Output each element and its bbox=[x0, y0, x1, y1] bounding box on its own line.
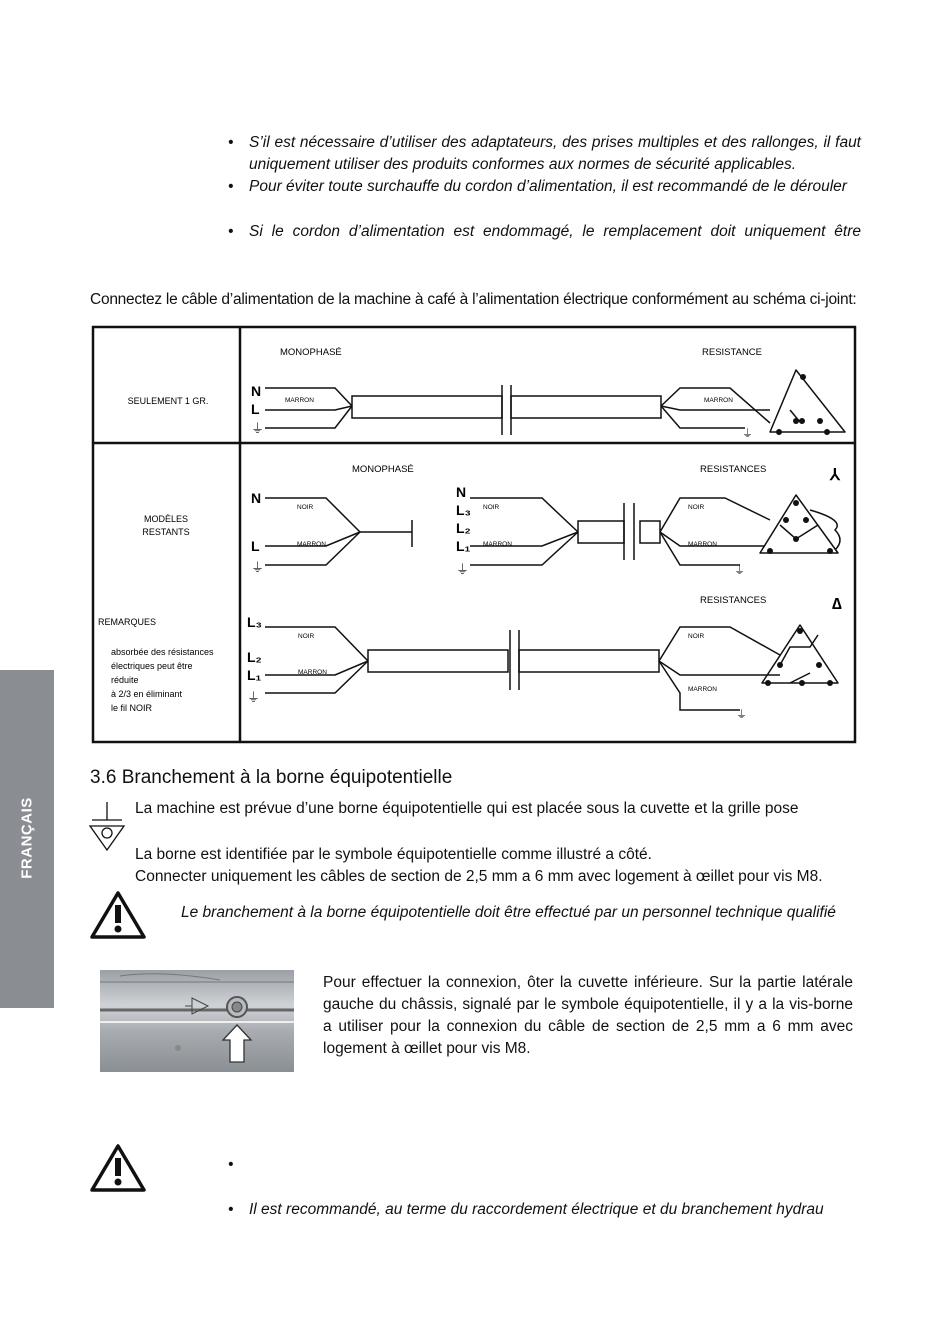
bullet-dot: • bbox=[228, 134, 234, 151]
row1-label: SEULEMENT 1 GR. bbox=[127, 396, 209, 406]
bullet-dot: • bbox=[228, 223, 234, 240]
marron-label: MARRON bbox=[483, 541, 512, 548]
terminal-l: L bbox=[251, 538, 260, 554]
marron-label: MARRON bbox=[704, 397, 733, 404]
resistance-label: RESISTANCE bbox=[702, 347, 763, 358]
earth-icon: ⏚ bbox=[734, 565, 745, 577]
remarks-line: à 2/3 en éliminant bbox=[111, 689, 183, 699]
section-para-3: Connecter uniquement les câbles de section de 2,5 mm a 6 mm avec logement à œillet pour vis M8. bbox=[135, 868, 823, 885]
earth-icon: ⏚ bbox=[247, 690, 261, 705]
remarks-title: REMARQUES bbox=[98, 617, 157, 627]
terminal-n: N bbox=[456, 484, 467, 500]
earth-icon: ⏚ bbox=[742, 428, 753, 440]
remarks-line: absorbée des résistances bbox=[111, 647, 214, 657]
terminal-photo bbox=[100, 970, 294, 1072]
bullet-dot: • bbox=[228, 1201, 234, 1218]
noir-label: NOIR bbox=[297, 504, 314, 511]
earth-icon: ⏚ bbox=[251, 421, 265, 436]
terminal-l3: L₃ bbox=[456, 502, 472, 518]
terminal-l2: L₂ bbox=[456, 520, 471, 536]
noir-label: NOIR bbox=[298, 633, 315, 640]
earth-icon: ⏚ bbox=[736, 709, 747, 721]
marron-label: MARRON bbox=[285, 397, 314, 404]
monophase-label: MONOPHASÉ bbox=[352, 464, 414, 475]
terminal-l: L bbox=[251, 401, 260, 417]
earth-icon: ⏚ bbox=[251, 560, 265, 575]
remarks-line: électriques peut être bbox=[111, 661, 193, 671]
bullet-damaged-cord: Si le cordon d’alimentation est endommagé, le remplacement doit uniquement être bbox=[249, 223, 861, 240]
row2-label-1: MODÈLES bbox=[143, 514, 189, 524]
bullet-overheat: Pour éviter toute surchauffe du cordon d’alimentation, il est recommandé de le dérouler bbox=[249, 178, 847, 195]
section-para-1: La machine est prévue d’une borne équipotentielle qui est placée sous la cuvette et la grille pose bbox=[135, 800, 799, 817]
star-symbol: ⅄ bbox=[830, 467, 840, 484]
earth-icon: ⏚ bbox=[456, 562, 470, 577]
section-title: 3.6 Branchement à la borne équipotentielle bbox=[90, 767, 453, 788]
warning-triangle-icon bbox=[90, 1143, 146, 1193]
terminal-l1: L₁ bbox=[456, 538, 471, 554]
language-side-label: FRANÇAIS bbox=[18, 797, 36, 879]
equipotential-symbol-icon bbox=[86, 800, 128, 856]
resistances-label: RESISTANCES bbox=[700, 464, 767, 475]
row1-terminals bbox=[776, 374, 830, 435]
resistances-label: RESISTANCES bbox=[700, 595, 767, 606]
warning-triangle-icon bbox=[90, 890, 146, 940]
remarks-line: le fil NOIR bbox=[111, 703, 153, 713]
warning-text-1: Le branchement à la borne équipotentielle doit être effectué par un personnel technique qualifié bbox=[181, 904, 836, 921]
bullet-adapters: S’il est nécessaire d’utiliser des adaptateurs, des prises multiples et des rallonges, il faut uniquement utiliser des produits conformes aux normes de sécurité applicables. bbox=[249, 134, 861, 173]
row3-terminals bbox=[765, 628, 833, 686]
marron-label: MARRON bbox=[297, 541, 326, 548]
terminal-n: N bbox=[251, 490, 262, 506]
marron-label: MARRON bbox=[688, 541, 717, 548]
monophase-label: MONOPHASÉ bbox=[280, 347, 342, 358]
section-para-2: La borne est identifiée par le symbole équipotentielle comme illustré a côté. bbox=[135, 846, 652, 863]
bullet-dot: • bbox=[228, 178, 234, 195]
bullet-bottom-2: Il est recommandé, au terme du raccordement électrique et du branchement hydrau bbox=[249, 1201, 824, 1218]
terminal-n: N bbox=[251, 383, 262, 399]
intro-text: Connectez le câble d’alimentation de la machine à café à l’alimentation électrique conformément au schéma ci-joint: bbox=[90, 291, 857, 308]
remarks-line: réduite bbox=[111, 675, 139, 685]
marron-label: MARRON bbox=[298, 669, 327, 676]
terminal-l3: L₃ bbox=[247, 614, 263, 630]
row2-label-2: RESTANTS bbox=[142, 527, 190, 537]
bullet-dot: • bbox=[228, 1156, 234, 1173]
noir-label: NOIR bbox=[688, 504, 705, 511]
diagram-frame bbox=[93, 327, 855, 742]
delta-symbol: ∆ bbox=[832, 596, 842, 613]
terminal-l1: L₁ bbox=[247, 667, 262, 683]
noir-label: NOIR bbox=[688, 633, 705, 640]
noir-label: NOIR bbox=[483, 504, 500, 511]
photo-description: Pour effectuer la connexion, ôter la cuvette inférieure. Sur la partie latérale gauche du châssis, signalé par le symbole équipotentielle, il y a la vis-borne a utiliser pour la connexion du câble de section de 2,5 mm a 6 mm avec logement à œillet pour vis M8. bbox=[323, 974, 853, 1057]
terminal-l2: L₂ bbox=[247, 649, 262, 665]
marron-label: MARRON bbox=[688, 686, 717, 693]
wiring-diagram bbox=[90, 325, 860, 745]
